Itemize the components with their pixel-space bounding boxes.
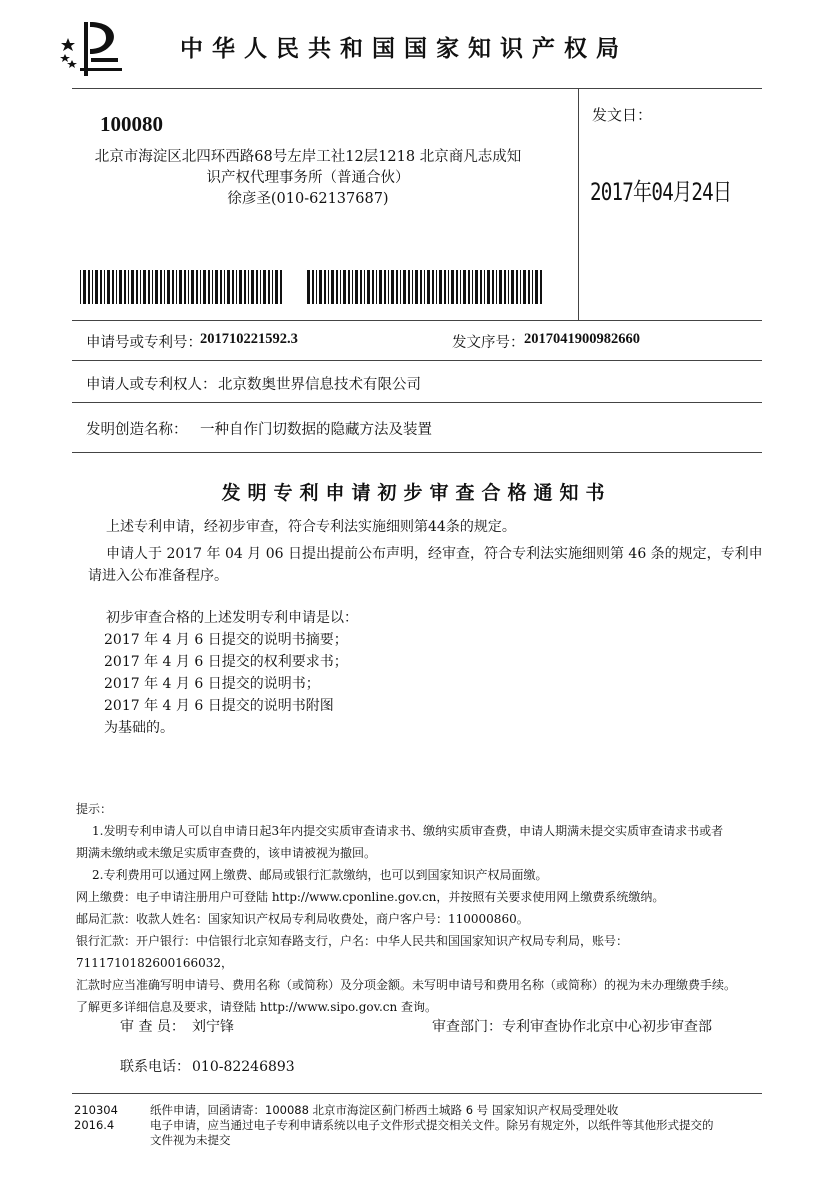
basis-item: 2017 年 4 月 6 日提交的说明书； [104,676,320,692]
note-1-line-2: 期满未缴纳或未缴足实质审查费的，该申请被视为撤回。 [76,846,377,860]
cnipa-logo [58,18,128,80]
office-name: 中华人民共和国国家知识产权局 [180,36,628,62]
basis-item: 2017 年 4 月 6 日提交的权利要求书； [104,654,348,670]
applicant-label: 申请人或专利权人： [86,377,217,393]
paragraph-1: 上述专利申请，经初步审查，符合专利法实施细则第44条的规定。 [106,519,516,535]
invention-title-label: 发明创造名称： [86,422,188,438]
note-post-payment: 邮局汇款：收款人姓名：国家知识产权局专利局收费处，商户客户号：110000860。 [76,912,529,926]
invention-title: 一种自作门切数据的隐藏方法及装置 [200,422,432,438]
note-bank-line-1: 银行汇款：开户银行：中信银行北京知春路支行，户名：中华人民共和国国家知识产权局专利局，账号：7111710182600166032， [76,934,629,970]
rule [72,402,762,403]
serial-number-label: 发文序号： [452,335,525,351]
note-bank-line-2: 汇款时应当准确写明申请号、费用名称（或简称）及分项金额。未写明申请号和费用名称（或简称）的视为未办理缴费手续。 [76,978,737,992]
form-code: 210304 [74,1103,118,1117]
barcode-2 [307,270,544,304]
basis-intro: 初步审查合格的上述发明专利申请是以： [106,610,358,626]
issue-date: 2017年04月24日 [590,178,732,206]
footer-line-3: 文件视为未提交 [150,1133,231,1147]
phone-label: 联系电话： [120,1059,190,1075]
footer-line-1: 纸件申请，回函请寄：100088 北京市海淀区蓟门桥西土城路 6 号 国家知识产权局受理处收 [150,1103,619,1117]
examiner-name: 刘宁锋 [192,1019,234,1035]
basis-item: 2017 年 4 月 6 日提交的说明书摘要； [104,632,348,648]
phone-number: 010-82246893 [192,1059,295,1075]
address-line-1: 北京市海淀区北四环西路68号左岸工社12层1218 北京商凡志成知 [94,149,522,165]
rule [72,360,762,361]
note-2: 2.专利费用可以通过网上缴费、邮局或银行汇款缴纳，也可以到国家知识产权局面缴。 [92,868,548,882]
paragraph-2-line-1: 申请人于 2017 年 04 月 06 日提出提前公布声明，经审查，符合专利法实施细则第 46 条的规定，专利申 [106,546,763,562]
application-number: 201710221592.3 [200,331,298,347]
note-1-line-1: 1.发明专利申请人可以自申请日起3年内提交实质审查请求书、缴纳实质审查费，申请人期满未提交实质审查请求书或者 [92,824,724,838]
footer-line-2: 电子申请，应当通过电子专利申请系统以电子文件形式提交相关文件。除另有规定外，以纸件等其他形式提交的 [150,1118,714,1132]
header-divider [578,88,579,320]
header-rule [72,88,762,89]
notice-title: 发明专利申请初步审查合格通知书 [221,482,612,504]
department-name: 专利审查协作北京中心初步审查部 [502,1019,712,1035]
basis-end: 为基础的。 [104,720,174,736]
rule [72,452,762,453]
note-online-payment: 网上缴费：电子申请注册用户可登陆 http://www.cponline.gov.cn，并按照有关要求使用网上缴费系统缴纳。 [76,890,665,904]
footer-rule [72,1093,762,1094]
notes-heading: 提示： [76,802,113,816]
postcode: 100080 [100,112,163,136]
rule [72,320,762,321]
address-line-2: 识产权代理事务所（普通合伙） [206,170,410,186]
serial-number: 2017041900982660 [524,331,640,347]
notes-block [76,798,776,1018]
barcode-1 [80,270,285,304]
applicant-name: 北京数奥世界信息技术有限公司 [218,377,421,393]
form-version: 2016.4 [74,1118,115,1132]
application-number-label: 申请号或专利号： [86,335,202,351]
issue-date-label: 发文日： [592,106,653,124]
paragraph-2-line-2: 请进入公布准备程序。 [88,568,228,584]
note-bank-line-3: 了解更多详细信息及要求，请登陆 http://www.sipo.gov.cn 查询。 [76,1000,438,1014]
department-label: 审查部门： [432,1019,502,1035]
basis-item: 2017 年 4 月 6 日提交的说明书附图 [104,698,334,714]
examiner-label: 审 查 员： [120,1019,185,1035]
contact-line: 徐彦圣(010-62137687) [227,191,389,207]
